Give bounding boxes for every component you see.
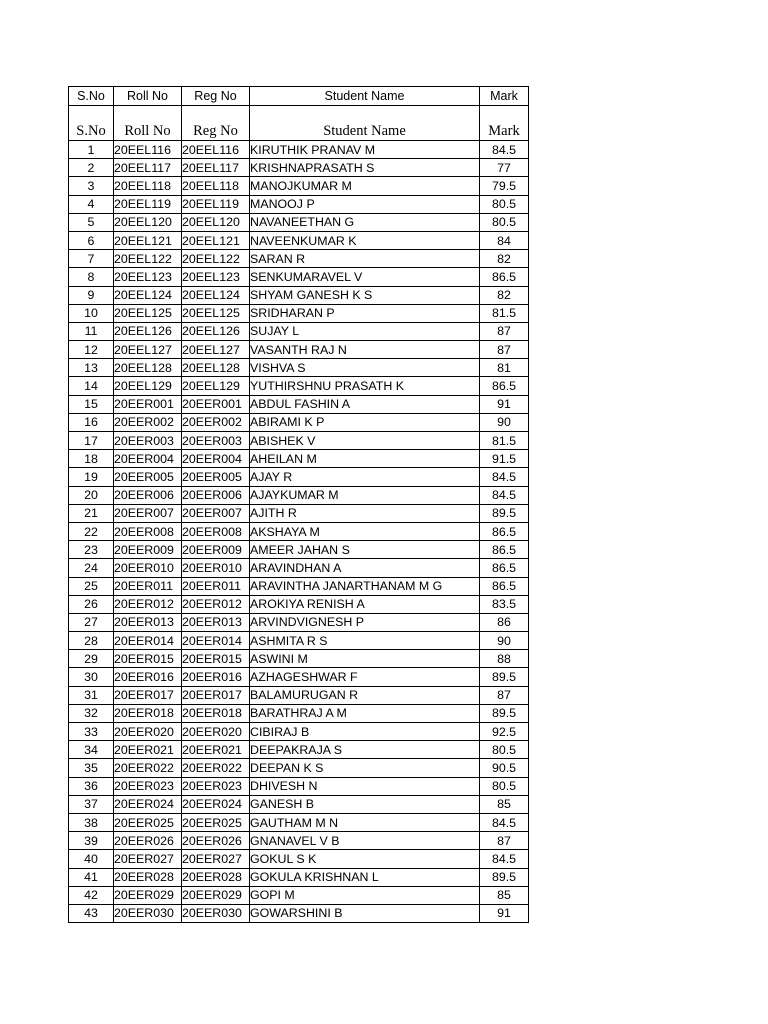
reg-no-cell: 20EEL117 xyxy=(182,159,250,177)
mark-cell: 86 xyxy=(480,613,529,631)
table-row xyxy=(69,668,529,686)
mark-cell: 86.5 xyxy=(480,559,529,577)
reg-no-cell: 20EER002 xyxy=(182,413,250,431)
student-name-cell: BALAMURUGAN R xyxy=(250,686,480,704)
student-name-cell: VASANTH RAJ N xyxy=(250,341,480,359)
mark-cell: 90 xyxy=(480,413,529,431)
mark-cell: 79.5 xyxy=(480,177,529,195)
reg-no-cell: 20EER010 xyxy=(182,559,250,577)
table-row xyxy=(69,395,529,413)
roll-no-cell: 20EER001 xyxy=(114,395,182,413)
roll-no-cell: 20EER007 xyxy=(114,504,182,522)
student-name-cell: ARAVINDHAN A xyxy=(250,559,480,577)
student-name-cell: ARVINDVIGNESH P xyxy=(250,613,480,631)
mark-cell: 80.5 xyxy=(480,741,529,759)
roll-no-cell: 20EER015 xyxy=(114,650,182,668)
student-name-cell: GOPI M xyxy=(250,886,480,904)
table-row xyxy=(69,886,529,904)
roll-no-cell: 20EEL125 xyxy=(114,304,182,322)
mark-cell: 83.5 xyxy=(480,595,529,613)
roll-no-cell: 20EER020 xyxy=(114,723,182,741)
reg-no-cell: 20EER021 xyxy=(182,741,250,759)
student-name-cell: YUTHIRSHNU PRASATH K xyxy=(250,377,480,395)
reg-no-cell: 20EER018 xyxy=(182,704,250,722)
reg-no-cell: 20EER016 xyxy=(182,668,250,686)
roll-no-cell: 20EER021 xyxy=(114,741,182,759)
sno-cell: 6 xyxy=(69,231,114,249)
table-row xyxy=(69,613,529,631)
reg-no-cell: 20EER028 xyxy=(182,868,250,886)
table-row xyxy=(69,195,529,213)
sno-cell: 7 xyxy=(69,250,114,268)
mark-cell: 88 xyxy=(480,650,529,668)
roll-no-cell: 20EEL121 xyxy=(114,231,182,249)
roll-no-cell: 20EER030 xyxy=(114,904,182,922)
sno-cell: 33 xyxy=(69,723,114,741)
student-name-cell: AZHAGESHWAR F xyxy=(250,668,480,686)
student-name-cell: BARATHRAJ A M xyxy=(250,704,480,722)
mark-cell: 85 xyxy=(480,886,529,904)
sno-cell: 34 xyxy=(69,741,114,759)
sno-cell: 40 xyxy=(69,850,114,868)
sno-cell: 8 xyxy=(69,268,114,286)
table-row xyxy=(69,486,529,504)
roll-no-cell: 20EER006 xyxy=(114,486,182,504)
student-name-cell: ASWINI M xyxy=(250,650,480,668)
sno-cell: 23 xyxy=(69,541,114,559)
sno-cell: 12 xyxy=(69,341,114,359)
roll-no-cell: 20EER026 xyxy=(114,832,182,850)
roll-no-cell: 20EER008 xyxy=(114,522,182,540)
mark-cell: 84.5 xyxy=(480,850,529,868)
table-row xyxy=(69,759,529,777)
table-row xyxy=(69,286,529,304)
header-row xyxy=(69,87,529,106)
reg-no-cell: 20EER027 xyxy=(182,850,250,868)
table-row xyxy=(69,450,529,468)
roll-no-cell: 20EER005 xyxy=(114,468,182,486)
sno-cell: 2 xyxy=(69,159,114,177)
sno-cell: 1 xyxy=(69,141,114,159)
reg-no-cell: 20EER023 xyxy=(182,777,250,795)
roll-no-cell: 20EEL128 xyxy=(114,359,182,377)
student-name-cell: SHYAM GANESH K S xyxy=(250,286,480,304)
student-marks-table xyxy=(68,86,529,923)
student-name-cell: GOWARSHINI B xyxy=(250,904,480,922)
sno-cell: 5 xyxy=(69,213,114,231)
sno-cell: 32 xyxy=(69,704,114,722)
sno-cell: 24 xyxy=(69,559,114,577)
mark-cell: 86.5 xyxy=(480,541,529,559)
mark-cell: 90 xyxy=(480,632,529,650)
student-name-cell: KIRUTHIK PRANAV M xyxy=(250,141,480,159)
student-name-cell: GNANAVEL V B xyxy=(250,832,480,850)
roll-no-cell: 20EER016 xyxy=(114,668,182,686)
roll-no-cell: 20EEL116 xyxy=(114,141,182,159)
roll-no-cell: 20EER029 xyxy=(114,886,182,904)
table-row xyxy=(69,813,529,831)
sno-cell: 10 xyxy=(69,304,114,322)
mark-cell: 86.5 xyxy=(480,577,529,595)
table-row xyxy=(69,141,529,159)
mark-cell: 81.5 xyxy=(480,432,529,450)
mark-cell: 91.5 xyxy=(480,450,529,468)
table-row xyxy=(69,159,529,177)
reg-no-cell: 20EER003 xyxy=(182,432,250,450)
sno-cell: 37 xyxy=(69,795,114,813)
table-row xyxy=(69,777,529,795)
roll-no-cell: 20EER028 xyxy=(114,868,182,886)
reg-no-cell: 20EEL121 xyxy=(182,231,250,249)
student-name-cell: DEEPAN K S xyxy=(250,759,480,777)
mark-cell: 87 xyxy=(480,322,529,340)
reg-no-cell: 20EER020 xyxy=(182,723,250,741)
student-name-cell: ABIRAMI K P xyxy=(250,413,480,431)
student-name-cell: SENKUMARAVEL V xyxy=(250,268,480,286)
sno-cell: 43 xyxy=(69,904,114,922)
sno-cell: 39 xyxy=(69,832,114,850)
mark-cell: 81.5 xyxy=(480,304,529,322)
mark-cell: 80.5 xyxy=(480,213,529,231)
table-row xyxy=(69,632,529,650)
student-name-cell: SRIDHARAN P xyxy=(250,304,480,322)
sno-cell: 26 xyxy=(69,595,114,613)
student-name-cell: SARAN R xyxy=(250,250,480,268)
table-row xyxy=(69,832,529,850)
student-name-cell: NAVANEETHAN G xyxy=(250,213,480,231)
reg-no-cell: 20EER001 xyxy=(182,395,250,413)
mark-cell: 84 xyxy=(480,231,529,249)
reg-no-cell: 20EEL118 xyxy=(182,177,250,195)
mark-cell: 82 xyxy=(480,286,529,304)
sno-cell: 36 xyxy=(69,777,114,795)
mark-cell: 92.5 xyxy=(480,723,529,741)
mark-cell: 89.5 xyxy=(480,504,529,522)
mark-cell: 91 xyxy=(480,904,529,922)
reg-no-cell: 20EER012 xyxy=(182,595,250,613)
table-row xyxy=(69,213,529,231)
roll-no-cell: 20EER025 xyxy=(114,813,182,831)
mark-cell: 84.5 xyxy=(480,468,529,486)
student-name-cell: AJAY R xyxy=(250,468,480,486)
sno-cell: 14 xyxy=(69,377,114,395)
roll-no-cell: 20EER004 xyxy=(114,450,182,468)
sno-cell: 28 xyxy=(69,632,114,650)
header-sno: S.No xyxy=(69,87,114,106)
reg-no-cell: 20EEL125 xyxy=(182,304,250,322)
student-name-cell: GOKULA KRISHNAN L xyxy=(250,868,480,886)
student-name-cell: AKSHAYA M xyxy=(250,522,480,540)
roll-no-cell: 20EEL118 xyxy=(114,177,182,195)
table-row xyxy=(69,541,529,559)
sno-cell: 20 xyxy=(69,486,114,504)
reg-no-cell: 20EER022 xyxy=(182,759,250,777)
table-row xyxy=(69,341,529,359)
subheader-roll-no: Roll No xyxy=(114,106,182,141)
mark-cell: 85 xyxy=(480,795,529,813)
table-row xyxy=(69,850,529,868)
reg-no-cell: 20EER005 xyxy=(182,468,250,486)
sno-cell: 9 xyxy=(69,286,114,304)
reg-no-cell: 20EER008 xyxy=(182,522,250,540)
sno-cell: 11 xyxy=(69,322,114,340)
roll-no-cell: 20EER018 xyxy=(114,704,182,722)
table-row xyxy=(69,231,529,249)
roll-no-cell: 20EER012 xyxy=(114,595,182,613)
reg-no-cell: 20EER025 xyxy=(182,813,250,831)
sno-cell: 15 xyxy=(69,395,114,413)
reg-no-cell: 20EEL116 xyxy=(182,141,250,159)
reg-no-cell: 20EEL124 xyxy=(182,286,250,304)
roll-no-cell: 20EEL119 xyxy=(114,195,182,213)
roll-no-cell: 20EER009 xyxy=(114,541,182,559)
student-name-cell: VISHVA S xyxy=(250,359,480,377)
reg-no-cell: 20EER009 xyxy=(182,541,250,559)
mark-cell: 80.5 xyxy=(480,195,529,213)
roll-no-cell: 20EEL120 xyxy=(114,213,182,231)
mark-cell: 84.5 xyxy=(480,486,529,504)
roll-no-cell: 20EER023 xyxy=(114,777,182,795)
reg-no-cell: 20EER030 xyxy=(182,904,250,922)
roll-no-cell: 20EER002 xyxy=(114,413,182,431)
reg-no-cell: 20EER007 xyxy=(182,504,250,522)
roll-no-cell: 20EER027 xyxy=(114,850,182,868)
reg-no-cell: 20EER024 xyxy=(182,795,250,813)
subheader-sno: S.No xyxy=(69,106,114,141)
table-row xyxy=(69,322,529,340)
reg-no-cell: 20EEL129 xyxy=(182,377,250,395)
sno-cell: 17 xyxy=(69,432,114,450)
reg-no-cell: 20EEL119 xyxy=(182,195,250,213)
sno-cell: 27 xyxy=(69,613,114,631)
roll-no-cell: 20EER022 xyxy=(114,759,182,777)
table-row xyxy=(69,522,529,540)
sno-cell: 25 xyxy=(69,577,114,595)
reg-no-cell: 20EER006 xyxy=(182,486,250,504)
mark-cell: 89.5 xyxy=(480,668,529,686)
mark-cell: 87 xyxy=(480,341,529,359)
sno-cell: 18 xyxy=(69,450,114,468)
student-name-cell: AROKIYA RENISH A xyxy=(250,595,480,613)
student-name-cell: GANESH B xyxy=(250,795,480,813)
header-roll-no: Roll No xyxy=(114,87,182,106)
table-row xyxy=(69,304,529,322)
mark-cell: 91 xyxy=(480,395,529,413)
sno-cell: 13 xyxy=(69,359,114,377)
reg-no-cell: 20EEL128 xyxy=(182,359,250,377)
sno-cell: 3 xyxy=(69,177,114,195)
mark-cell: 84.5 xyxy=(480,813,529,831)
student-name-cell: MANOOJ P xyxy=(250,195,480,213)
sno-cell: 31 xyxy=(69,686,114,704)
student-name-cell: AMEER JAHAN S xyxy=(250,541,480,559)
student-name-cell: GOKUL S K xyxy=(250,850,480,868)
roll-no-cell: 20EER017 xyxy=(114,686,182,704)
table-row xyxy=(69,504,529,522)
mark-cell: 86.5 xyxy=(480,377,529,395)
student-name-cell: MANOJKUMAR M xyxy=(250,177,480,195)
table-row xyxy=(69,177,529,195)
header-reg-no: Reg No xyxy=(182,87,250,106)
table-row xyxy=(69,432,529,450)
reg-no-cell: 20EEL126 xyxy=(182,322,250,340)
table-row xyxy=(69,868,529,886)
mark-cell: 90.5 xyxy=(480,759,529,777)
reg-no-cell: 20EEL120 xyxy=(182,213,250,231)
table-row xyxy=(69,723,529,741)
student-name-cell: ABISHEK V xyxy=(250,432,480,450)
roll-no-cell: 20EER011 xyxy=(114,577,182,595)
reg-no-cell: 20EER013 xyxy=(182,613,250,631)
sno-cell: 22 xyxy=(69,522,114,540)
student-name-cell: AHEILAN M xyxy=(250,450,480,468)
table-row xyxy=(69,595,529,613)
sno-cell: 16 xyxy=(69,413,114,431)
mark-cell: 84.5 xyxy=(480,141,529,159)
roll-no-cell: 20EER014 xyxy=(114,632,182,650)
roll-no-cell: 20EEL126 xyxy=(114,322,182,340)
table-row xyxy=(69,741,529,759)
reg-no-cell: 20EER017 xyxy=(182,686,250,704)
roll-no-cell: 20EER013 xyxy=(114,613,182,631)
table-row xyxy=(69,377,529,395)
table-row xyxy=(69,268,529,286)
reg-no-cell: 20EEL123 xyxy=(182,268,250,286)
sno-cell: 41 xyxy=(69,868,114,886)
student-name-cell: NAVEENKUMAR K xyxy=(250,231,480,249)
roll-no-cell: 20EER024 xyxy=(114,795,182,813)
table-row xyxy=(69,559,529,577)
reg-no-cell: 20EER026 xyxy=(182,832,250,850)
reg-no-cell: 20EEL127 xyxy=(182,341,250,359)
subheader-mark: Mark xyxy=(480,106,529,141)
sno-cell: 21 xyxy=(69,504,114,522)
table-row xyxy=(69,250,529,268)
roll-no-cell: 20EEL129 xyxy=(114,377,182,395)
subheader-reg-no: Reg No xyxy=(182,106,250,141)
student-name-cell: DHIVESH N xyxy=(250,777,480,795)
roll-no-cell: 20EEL123 xyxy=(114,268,182,286)
header-student-name: Student Name xyxy=(250,87,480,106)
sno-cell: 38 xyxy=(69,813,114,831)
student-name-cell: ASHMITA R S xyxy=(250,632,480,650)
roll-no-cell: 20EER010 xyxy=(114,559,182,577)
sno-cell: 19 xyxy=(69,468,114,486)
table-row xyxy=(69,413,529,431)
mark-cell: 80.5 xyxy=(480,777,529,795)
mark-cell: 86.5 xyxy=(480,522,529,540)
sno-cell: 29 xyxy=(69,650,114,668)
subheader-student-name: Student Name xyxy=(250,106,480,141)
reg-no-cell: 20EEL122 xyxy=(182,250,250,268)
sno-cell: 35 xyxy=(69,759,114,777)
student-name-cell: DEEPAKRAJA S xyxy=(250,741,480,759)
mark-cell: 81 xyxy=(480,359,529,377)
mark-cell: 82 xyxy=(480,250,529,268)
table-row xyxy=(69,686,529,704)
table-body xyxy=(69,141,529,923)
roll-no-cell: 20EEL117 xyxy=(114,159,182,177)
sno-cell: 4 xyxy=(69,195,114,213)
roll-no-cell: 20EEL127 xyxy=(114,341,182,359)
table-row xyxy=(69,650,529,668)
mark-cell: 86.5 xyxy=(480,268,529,286)
reg-no-cell: 20EER029 xyxy=(182,886,250,904)
roll-no-cell: 20EEL124 xyxy=(114,286,182,304)
reg-no-cell: 20EER015 xyxy=(182,650,250,668)
mark-cell: 87 xyxy=(480,686,529,704)
mark-cell: 89.5 xyxy=(480,868,529,886)
header-mark: Mark xyxy=(480,87,529,106)
mark-cell: 89.5 xyxy=(480,704,529,722)
table-row xyxy=(69,904,529,922)
subheader-row xyxy=(69,106,529,141)
student-name-cell: ABDUL FASHIN A xyxy=(250,395,480,413)
reg-no-cell: 20EER011 xyxy=(182,577,250,595)
roll-no-cell: 20EEL122 xyxy=(114,250,182,268)
student-name-cell: AJITH R xyxy=(250,504,480,522)
table-row xyxy=(69,359,529,377)
student-name-cell: AJAYKUMAR M xyxy=(250,486,480,504)
student-name-cell: ARAVINTHA JANARTHANAM M G xyxy=(250,577,480,595)
table-row xyxy=(69,704,529,722)
reg-no-cell: 20EER014 xyxy=(182,632,250,650)
student-name-cell: KRISHNAPRASATH S xyxy=(250,159,480,177)
reg-no-cell: 20EER004 xyxy=(182,450,250,468)
table-row xyxy=(69,577,529,595)
student-name-cell: GAUTHAM M N xyxy=(250,813,480,831)
mark-cell: 77 xyxy=(480,159,529,177)
sno-cell: 42 xyxy=(69,886,114,904)
table-row xyxy=(69,795,529,813)
sno-cell: 30 xyxy=(69,668,114,686)
student-name-cell: SUJAY L xyxy=(250,322,480,340)
roll-no-cell: 20EER003 xyxy=(114,432,182,450)
student-name-cell: CIBIRAJ B xyxy=(250,723,480,741)
table-row xyxy=(69,468,529,486)
mark-cell: 87 xyxy=(480,832,529,850)
